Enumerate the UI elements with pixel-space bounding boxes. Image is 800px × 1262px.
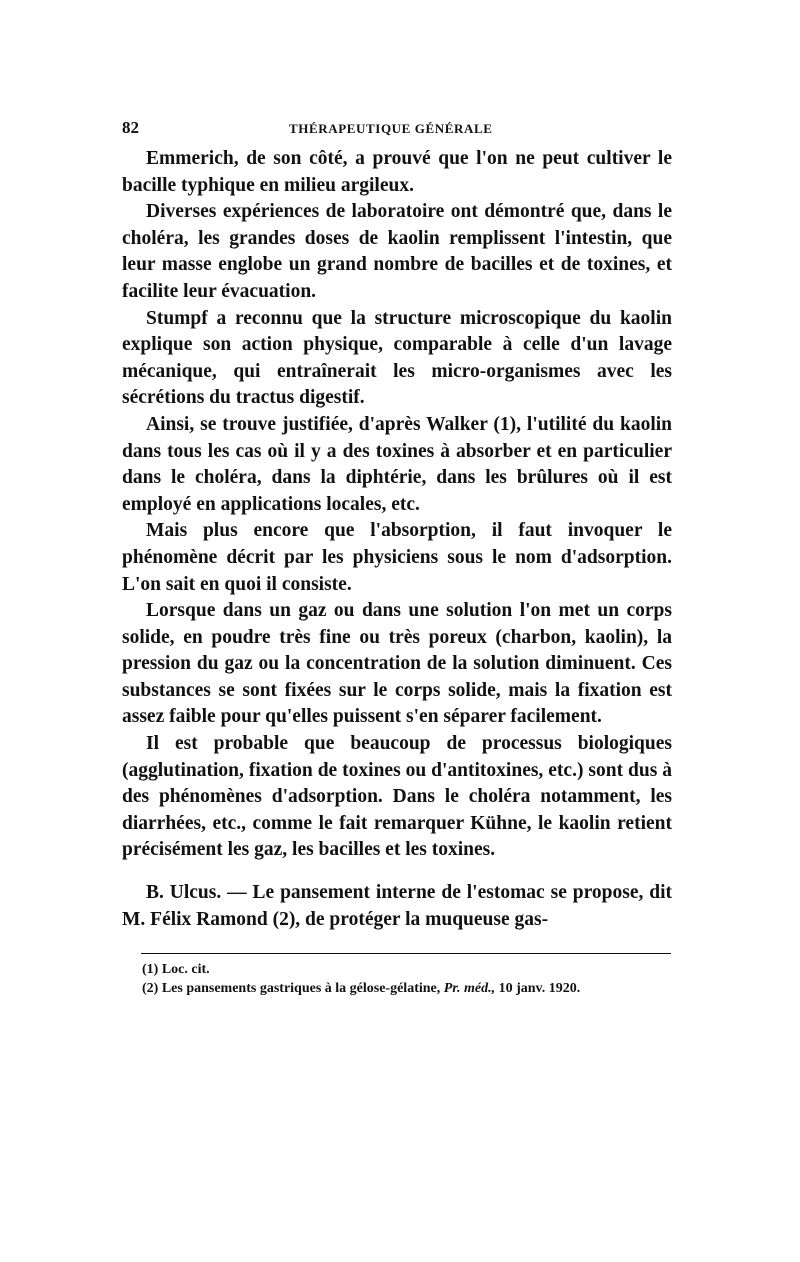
section-ulcus [122, 880, 672, 933]
footnote-divider [141, 953, 671, 954]
running-title: THÉRAPEUTIQUE GÉNÉRALE [289, 121, 493, 136]
paragraph-experiences: Diverses expériences de laboratoire ont démontré que, dans le choléra, les grandes doses de kaolin remplissent l'intestin, que leur masse englobe un grand nombre de bacilles et de toxines, et facilite leur évacuation. [122, 201, 672, 302]
body-text [122, 146, 672, 933]
footnotes [122, 960, 672, 998]
paragraph-walker: Ainsi, se trouve justifiée, d'après Walker (1), l'utilité du kaolin dans tous les cas où il y a des toxines à absorber et en particulier dans le choléra, dans la diphtérie, dans les brûlures où il est employé en applications locales, etc. [122, 413, 672, 515]
footnote-2-date: 10 janv. 1920. [495, 981, 581, 997]
footnote-2-text: (2) Les pansements gastriques à la gélose-gélatine, [142, 981, 444, 997]
footnote-2 [122, 979, 672, 998]
footnote-1: (1) Loc. cit. [142, 962, 210, 978]
section-text: — Le pansement interne de l'estomac se propose, dit M. Félix Ramond (2), de protéger la muqueuse gas- [122, 882, 672, 930]
section-title: B. Ulcus. [146, 882, 222, 904]
paragraph-stumpf: Stumpf a reconnu que la structure microscopique du kaolin explique son action physique, comparable à celle d'un lavage mécanique, qui entraînerait les micro-organismes avec les sécrétions du tractus digestif. [122, 307, 672, 409]
page-number: 82 [122, 118, 139, 137]
paragraph-processus: Il est probable que beaucoup de processus biologiques (agglutination, fixation de toxines ou d'antitoxines, etc.) sont dus à des phénomènes d'adsorption. Dans le choléra notamment, les diarrhées, etc., comme le fait remarquer Kühne, le kaolin retient précisément les gaz, les bacilles et les toxines. [122, 733, 672, 861]
paragraph-adsorption: Mais plus encore que l'absorption, il faut invoquer le phénomène décrit par les physiciens sous le nom d'adsorption. L'on sait en quoi il consiste. [122, 520, 672, 595]
paragraph-emmerich: Emmerich, de son côté, a prouvé que l'on ne peut cultiver le bacille typhique en milieu argileux. [122, 148, 672, 196]
page-header [122, 118, 672, 146]
paragraph-corps-solide: Lorsque dans un gaz ou dans une solution l'on met un corps solide, en poudre très fine ou très poreux (charbon, kaolin), la pression du gaz ou la concentration de la solution diminuent. Ces substances se sont fixées sur le corps solide, mais la fixation est assez faible pour qu'elles puissent s'en séparer facilement. [122, 600, 672, 728]
footnote-2-source: Pr. méd., [443, 981, 496, 997]
book-page [122, 118, 672, 998]
